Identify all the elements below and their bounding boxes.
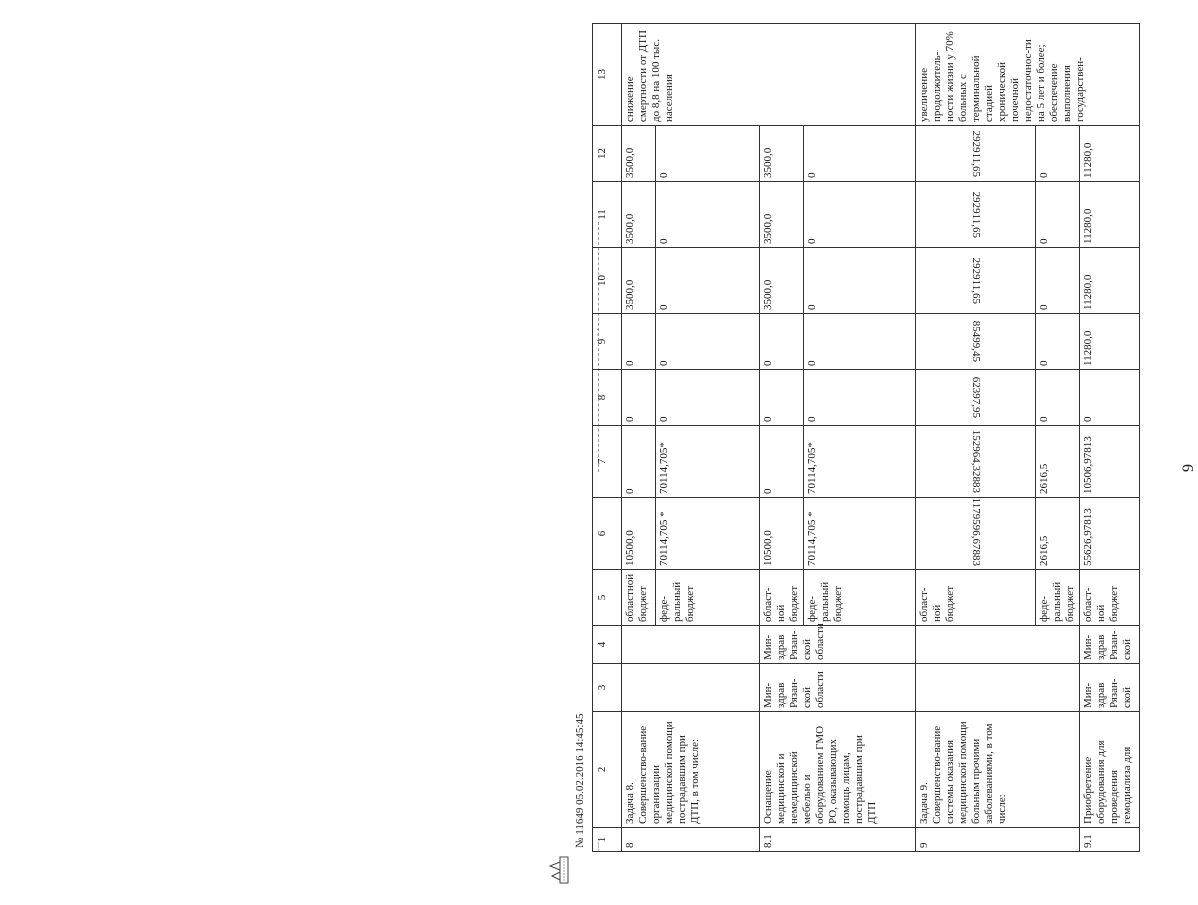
expected-result: увеличение продолжитель-ности жизни у 70% больных с терминальной стадией хронической почечной недостаточнос-ти на 5 лет и более; обеспечение выполнения государствен- xyxy=(916,24,1140,126)
task-name: Оснащение медицинской и немедицинской мебелью и оборудованием ГМО РО, оказывающих помощь лицам, пострадавшим при ДТП xyxy=(760,712,916,828)
table-row xyxy=(760,24,804,852)
executor: Мин-здрав Рязан-ской xyxy=(1080,626,1140,664)
value-cell: 0 xyxy=(656,314,760,370)
task-name: Приобретение оборудования для проведения гемодиализа для xyxy=(1080,712,1140,828)
value-cell: 0 xyxy=(1080,370,1140,426)
value-cell: 0 xyxy=(760,314,804,370)
document-reference: № 11649 05.02.2016 14:45:45 xyxy=(574,713,586,848)
value-cell: 3500,0 xyxy=(760,126,804,182)
value-cell: 0 xyxy=(1036,370,1080,426)
executor-cell xyxy=(916,626,1080,664)
value-cell: 11280,0 xyxy=(1080,314,1140,370)
col-header-3: 3 xyxy=(593,664,622,712)
row-number: 8.1 xyxy=(760,828,916,852)
funding-source: феде-ральный бюджет xyxy=(656,570,760,626)
value-cell: 3500,0 xyxy=(760,248,804,314)
executor: Мин-здрав Рязан-ской области xyxy=(760,664,916,712)
value-cell: 0 xyxy=(656,182,760,248)
funding-source: феде-ральный бюджет xyxy=(804,570,916,626)
value-cell: 70114,705 * xyxy=(656,498,760,570)
value-cell: 0 xyxy=(760,426,804,498)
col-header-12: 12 xyxy=(593,126,622,182)
col-header-4: 4 xyxy=(593,626,622,664)
col-header-5: 5 xyxy=(593,570,622,626)
value-cell: 0 xyxy=(656,248,760,314)
funding-source: област-ной бюджет xyxy=(760,570,804,626)
value-cell: 11280,0 xyxy=(1080,248,1140,314)
value-cell: 0 xyxy=(622,426,656,498)
value-cell: 3500,0 xyxy=(622,126,656,182)
value-cell: 0 xyxy=(1036,314,1080,370)
value-cell: 70114,705 * xyxy=(804,498,916,570)
value-cell: 0 xyxy=(622,370,656,426)
table-row xyxy=(622,24,656,852)
table-row xyxy=(916,24,1036,852)
col-header-8: 8 xyxy=(593,370,622,426)
value-cell: 10506,97813 xyxy=(1080,426,1140,498)
col-header-1: 1 xyxy=(593,828,622,852)
value-cell: 85499,45 xyxy=(916,314,1036,370)
value-cell: 0 xyxy=(1036,182,1080,248)
value-cell: 292911,65 xyxy=(916,126,1036,182)
executor: Мин-здрав Рязан-ской xyxy=(1080,664,1140,712)
executor: Мин-здрав Рязан-ской области xyxy=(760,626,916,664)
value-cell: 10500,0 xyxy=(622,498,656,570)
value-cell: 55626,97813 xyxy=(1080,498,1140,570)
value-cell: 62397,95 xyxy=(916,370,1036,426)
value-cell: 0 xyxy=(804,126,916,182)
value-cell: 70114,705* xyxy=(656,426,760,498)
value-cell: 3500,0 xyxy=(622,182,656,248)
row-number: 8 xyxy=(622,828,760,852)
value-cell: 0 xyxy=(656,126,760,182)
executor-cell xyxy=(622,664,760,712)
value-cell: 10500,0 xyxy=(760,498,804,570)
header-row xyxy=(593,24,622,852)
value-cell: 152964,32883 xyxy=(916,426,1036,498)
col-header-13: 13 xyxy=(593,24,622,126)
value-cell: 0 xyxy=(656,370,760,426)
stamp-icon xyxy=(548,856,570,884)
value-cell: 0 xyxy=(804,314,916,370)
program-table xyxy=(592,23,1140,852)
col-header-10: 10 xyxy=(593,248,622,314)
row-number: 9.1 xyxy=(1080,828,1140,852)
executor-cell xyxy=(622,626,760,664)
col-header-11: 11 xyxy=(593,182,622,248)
value-cell: 70114,705* xyxy=(804,426,916,498)
value-cell: 0 xyxy=(804,182,916,248)
value-cell: 3500,0 xyxy=(622,248,656,314)
value-cell: 1179596,67883 xyxy=(916,498,1036,570)
col-header-2: 2 xyxy=(593,712,622,828)
table-row xyxy=(1080,24,1140,852)
row-number: 9 xyxy=(916,828,1080,852)
landscape-sheet xyxy=(574,24,1197,852)
value-cell: 0 xyxy=(804,370,916,426)
funding-source: феде-ральный бюджет xyxy=(1036,570,1080,626)
corner-mark: · · · xyxy=(592,328,602,342)
funding-source: област-ной бюджет xyxy=(916,570,1036,626)
value-cell: 3500,0 xyxy=(760,182,804,248)
task-name: Задача 9. Совершенство-вание системы оказания медицинской помощи больным прочими заболеваниями, в том числе: xyxy=(916,712,1080,828)
col-header-6: 6 xyxy=(593,498,622,570)
value-cell: 11280,0 xyxy=(1080,126,1140,182)
value-cell: 0 xyxy=(1036,248,1080,314)
funding-source: област-ной бюджет xyxy=(1080,570,1140,626)
col-header-7: 7 xyxy=(593,426,622,498)
task-name: Задача 8. Совершенство-вание организации медицинской помощи пострадавшим при ДТП, в том числе: xyxy=(622,712,760,828)
value-cell: 11280,0 xyxy=(1080,182,1140,248)
value-cell: 0 xyxy=(804,248,916,314)
value-cell: 292911,65 xyxy=(916,182,1036,248)
value-cell: 292911,65 xyxy=(916,248,1036,314)
executor-cell xyxy=(916,664,1080,712)
funding-source: областной бюджет xyxy=(622,570,656,626)
value-cell: 0 xyxy=(760,370,804,426)
page-number: 9 xyxy=(1180,464,1197,472)
value-cell: 2616,5 xyxy=(1036,426,1080,498)
col-header-9: 9 xyxy=(593,314,622,370)
value-cell: 0 xyxy=(622,314,656,370)
value-cell: 2616,5 xyxy=(1036,498,1080,570)
expected-result: снижение смертности от ДТП до 8,8 на 100 тыс. населения xyxy=(622,24,916,126)
footer xyxy=(574,714,586,848)
value-cell: 0 xyxy=(1036,126,1080,182)
